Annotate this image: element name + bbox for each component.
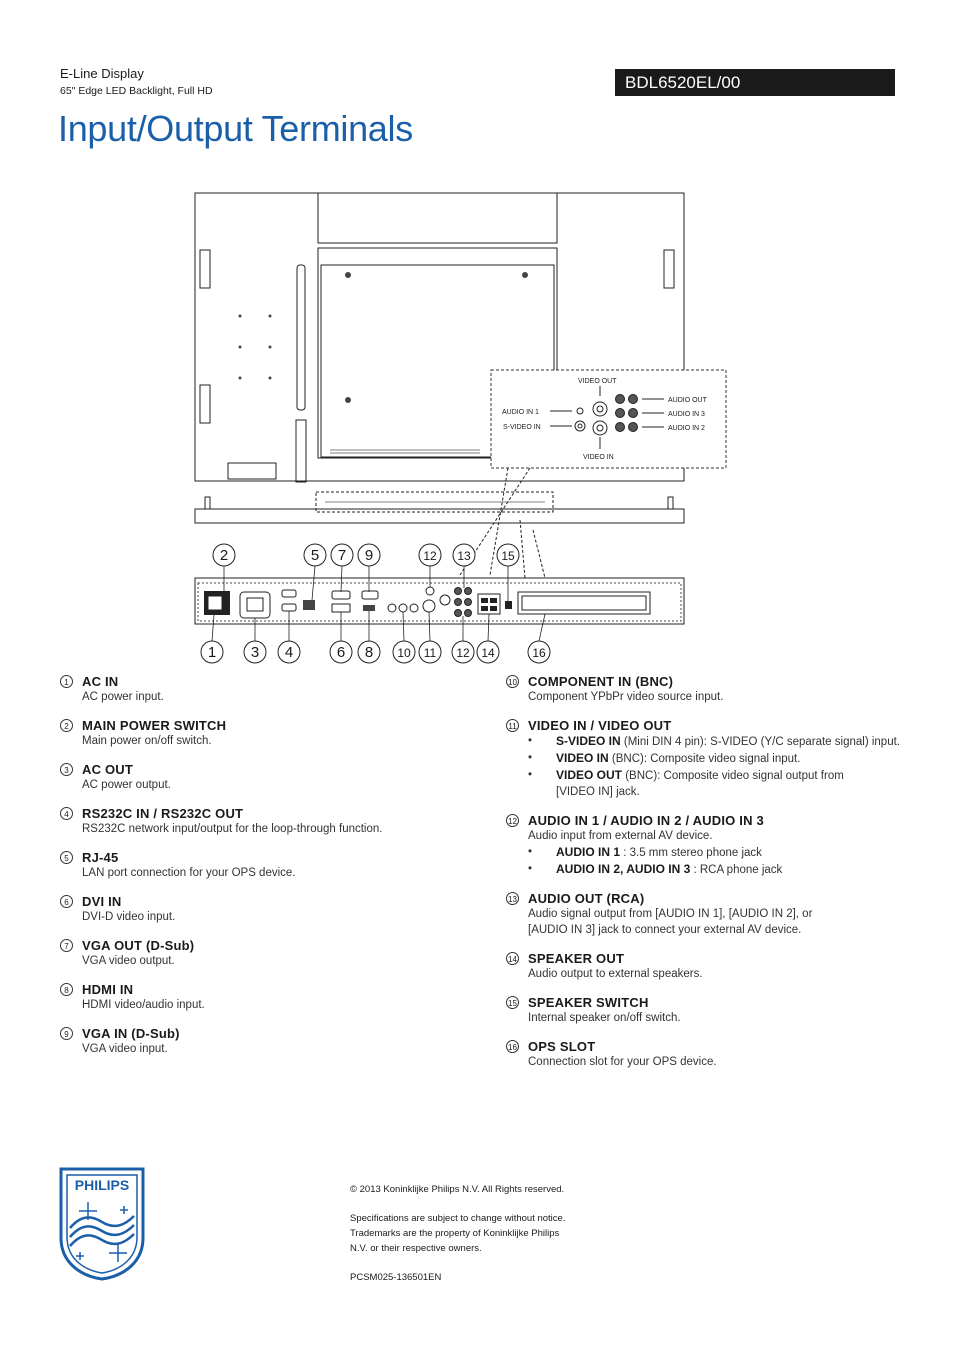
terminal-strip — [195, 578, 684, 624]
terminal-title: VGA OUT (D-Sub) — [82, 938, 195, 953]
product-description: 65" Edge LED Backlight, Full HD — [60, 85, 213, 97]
terminal-desc: VGA video input. — [82, 1043, 168, 1055]
terminal-number: 6 — [60, 895, 73, 908]
terminal-list-left — [60, 674, 480, 1070]
notice-line-1: Specifications are subject to change without notice. — [350, 1213, 566, 1224]
terminal-number: 12 — [506, 814, 519, 827]
terminal-number: 11 — [506, 719, 519, 732]
terminal-item — [60, 674, 480, 705]
terminal-title: COMPONENT IN (BNC) — [528, 674, 674, 689]
callout-14: 14 — [481, 646, 495, 660]
terminal-sublist — [528, 733, 926, 800]
terminal-title: VGA IN (D-Sub) — [82, 1026, 180, 1041]
callout-8: 8 — [364, 644, 374, 661]
terminal-number: 4 — [60, 807, 73, 820]
terminal-number: 5 — [60, 851, 73, 864]
terminal-list-right — [506, 674, 926, 1083]
terminal-desc: Internal speaker on/off switch. — [528, 1012, 681, 1024]
philips-logo — [58, 1166, 146, 1282]
callout-10: 10 — [397, 646, 411, 660]
callout-5: 5 — [310, 547, 320, 564]
callout-1: 1 — [207, 644, 217, 661]
label-s-video-in: S-VIDEO IN — [503, 424, 541, 431]
label-audio-out: AUDIO OUT — [668, 397, 707, 404]
item-text: [VIDEO IN] jack. — [556, 786, 640, 798]
document-code: PCSM025-136501EN — [350, 1272, 442, 1283]
terminal-item — [506, 1039, 926, 1070]
callout-3: 3 — [250, 644, 260, 661]
terminal-number: 10 — [506, 675, 519, 688]
terminal-number: 7 — [60, 939, 73, 952]
terminal-item — [506, 674, 926, 705]
terminal-number: 9 — [60, 1027, 73, 1040]
terminal-item — [506, 995, 926, 1026]
terminal-title: AUDIO OUT (RCA) — [528, 891, 645, 906]
callout-4: 4 — [284, 644, 294, 661]
terminal-desc: AC power output. — [82, 779, 171, 791]
item-text: (BNC): Composite video signal output from — [622, 770, 844, 782]
philips-logo-text: PHILIPS — [74, 1177, 130, 1193]
terminal-number: 16 — [506, 1040, 519, 1053]
terminal-desc: RS232C network input/output for the loop-through function. — [82, 823, 383, 835]
notice-line-2: Trademarks are the property of Koninklijke Philips — [350, 1228, 560, 1239]
terminal-item — [506, 718, 926, 800]
terminal-title: SPEAKER SWITCH — [528, 995, 649, 1010]
terminal-desc: Audio signal output from [AUDIO IN 1], [AUDIO IN 2], or — [528, 908, 813, 920]
callout-12b: 12 — [456, 646, 470, 660]
terminal-item — [60, 850, 480, 881]
model-number: BDL6520EL/00 — [615, 69, 895, 96]
list-item: • AUDIO IN 2, AUDIO IN 3 : RCA phone jack — [528, 862, 783, 876]
terminal-desc: AC power input. — [82, 691, 164, 703]
terminal-title: AC IN — [82, 674, 119, 689]
terminal-title: MAIN POWER SWITCH — [82, 718, 227, 733]
terminal-title: VIDEO IN / VIDEO OUT — [528, 718, 672, 733]
terminal-item — [506, 891, 926, 938]
item-text: : RCA phone jack — [690, 864, 783, 876]
terminal-number: 14 — [506, 952, 519, 965]
callout-7: 7 — [337, 547, 347, 564]
page-title: Input/Output Terminals — [58, 108, 413, 149]
terminal-number: 8 — [60, 983, 73, 996]
item-bold: AUDIO IN 1 — [556, 845, 621, 859]
monitor-back — [195, 193, 684, 523]
terminal-item — [60, 806, 480, 837]
label-audio-in-3: AUDIO IN 3 — [668, 411, 705, 418]
terminal-desc: [AUDIO IN 3] jack to connect your external AV device. — [528, 924, 802, 936]
terminal-desc: DVI-D video input. — [82, 911, 176, 923]
terminal-item — [506, 813, 926, 878]
item-bold: VIDEO OUT — [556, 768, 623, 782]
terminal-number: 2 — [60, 719, 73, 732]
terminal-title: DVI IN — [82, 894, 122, 909]
list-item: • S-VIDEO IN (Mini DIN 4 pin): S-VIDEO (Y/C separate signal) input. — [528, 734, 900, 748]
list-item: • VIDEO IN (BNC): Composite video signal input. — [528, 751, 801, 765]
terminal-item — [60, 1026, 480, 1057]
terminal-desc: Connection slot for your OPS device. — [528, 1056, 717, 1068]
terminal-title: RS232C IN / RS232C OUT — [82, 806, 244, 821]
callout-2: 2 — [219, 547, 229, 564]
terminal-number: 3 — [60, 763, 73, 776]
terminal-title: OPS SLOT — [528, 1039, 596, 1054]
terminal-title: RJ-45 — [82, 850, 119, 865]
terminal-item — [60, 718, 480, 749]
copyright-text: © 2013 Koninklijke Philips N.V. All Rights reserved. — [350, 1184, 565, 1195]
callout-16: 16 — [532, 646, 546, 660]
rear-panel-diagram — [0, 0, 954, 670]
callout-11: 11 — [423, 646, 437, 660]
terminal-desc: Main power on/off switch. — [82, 735, 212, 747]
item-text: : 3.5 mm stereo phone jack — [620, 847, 762, 859]
label-audio-in-2: AUDIO IN 2 — [668, 425, 705, 432]
label-video-out: VIDEO OUT — [578, 378, 617, 385]
terminal-desc: HDMI video/audio input. — [82, 999, 205, 1011]
list-item: • VIDEO OUT (BNC): Composite video signal output from — [528, 768, 844, 782]
list-item: • AUDIO IN 1 : 3.5 mm stereo phone jack — [528, 845, 762, 859]
terminal-title: HDMI IN — [82, 982, 134, 997]
terminal-sublist — [528, 844, 926, 878]
terminal-number: 1 — [60, 675, 73, 688]
list-item-continued — [528, 784, 926, 800]
notice-line-3: N.V. or their respective owners. — [350, 1243, 482, 1254]
callout-6: 6 — [336, 644, 346, 661]
callout-13: 13 — [457, 549, 471, 563]
callout-9: 9 — [364, 547, 374, 564]
terminal-desc: Audio output to external speakers. — [528, 968, 703, 980]
terminal-item — [60, 982, 480, 1013]
terminal-title: AUDIO IN 1 / AUDIO IN 2 / AUDIO IN 3 — [528, 813, 764, 828]
terminal-item — [60, 762, 480, 793]
terminal-item — [60, 938, 480, 969]
terminal-item — [506, 951, 926, 982]
item-bold: S-VIDEO IN — [556, 734, 621, 748]
av-detail-box — [460, 370, 726, 578]
item-text: (Mini DIN 4 pin): S-VIDEO (Y/C separate signal) input. — [620, 736, 900, 748]
callout-12: 12 — [423, 549, 437, 563]
terminal-desc: VGA video output. — [82, 955, 175, 967]
item-bold: VIDEO IN — [556, 751, 609, 765]
terminal-item — [60, 894, 480, 925]
product-line: E-Line Display — [60, 66, 144, 81]
label-video-in: VIDEO IN — [583, 454, 614, 461]
item-bold: AUDIO IN 2, AUDIO IN 3 — [556, 862, 691, 876]
terminal-title: AC OUT — [82, 762, 134, 777]
item-text: (BNC): Composite video signal input. — [608, 753, 801, 765]
terminal-title: SPEAKER OUT — [528, 951, 625, 966]
terminal-desc: LAN port connection for your OPS device. — [82, 867, 296, 879]
callout-15: 15 — [501, 549, 515, 563]
label-audio-in-1: AUDIO IN 1 — [502, 409, 539, 416]
terminal-desc: Component YPbPr video source input. — [528, 691, 724, 703]
terminal-number: 13 — [506, 892, 519, 905]
terminal-desc: Audio input from external AV device. — [528, 830, 713, 842]
terminal-number: 15 — [506, 996, 519, 1009]
